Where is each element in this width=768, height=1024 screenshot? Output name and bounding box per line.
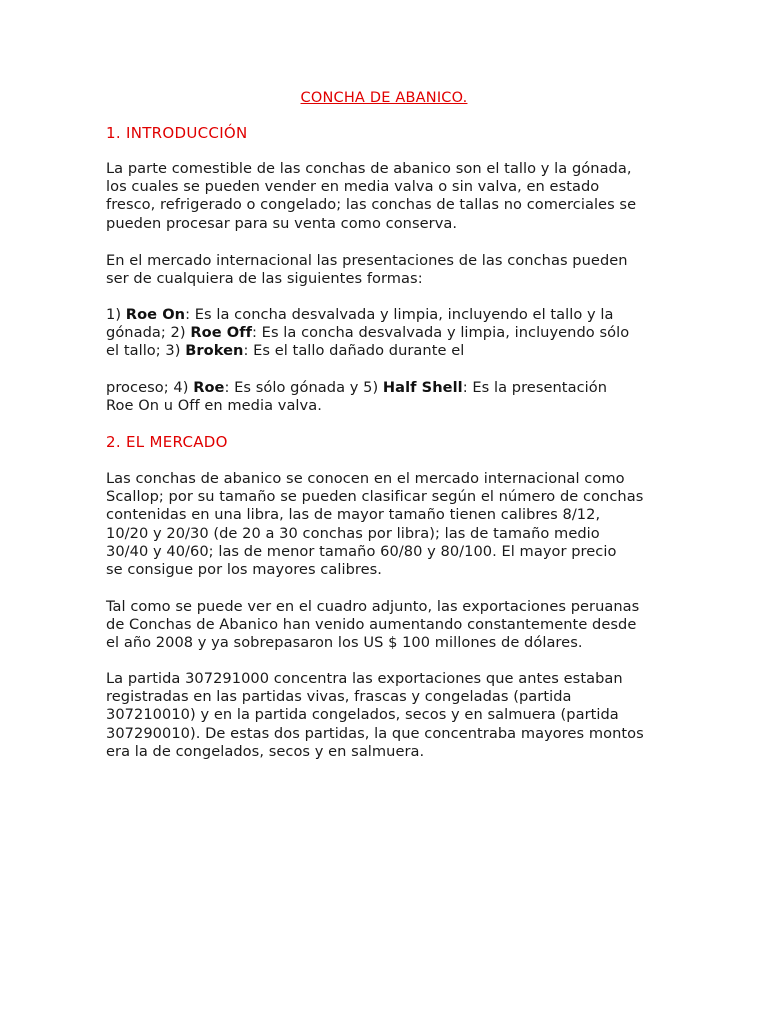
term-roe-on: Roe On — [125, 306, 186, 323]
text-run: : Es el tallo dañado durante el — [243, 342, 465, 360]
text-line: fresco, refrigerado o congelado; las conchas de tallas no comerciales se — [106, 196, 637, 214]
paragraph-presentations — [106, 306, 666, 361]
term-half-shell: Half Shell — [382, 379, 463, 396]
text-line: registradas en las partidas vivas, frascas y congeladas (partida — [106, 688, 572, 706]
paragraph-mercado-1 — [106, 470, 666, 579]
text-line — [106, 379, 666, 397]
text-run: : Es la concha desvalvada y limpia, incluyendo el tallo y la — [185, 306, 614, 323]
text-line: los cuales se pueden vender en media valva o sin valva, en estado — [106, 178, 600, 196]
text-run: : Es la concha desvalvada y limpia, incluyendo sólo — [252, 324, 630, 342]
text-run: 1) — [106, 306, 126, 323]
paragraph-mercado-3 — [106, 670, 666, 761]
text-line: 307290010). De estas dos partidas, la que concentraba mayores montos — [106, 724, 644, 742]
text-line — [106, 306, 666, 324]
paragraph-presentations-cont — [106, 379, 666, 415]
text-run: : Es la presentación — [462, 379, 608, 396]
text-line: Las conchas de abanico se conocen en el mercado internacional como — [106, 470, 625, 487]
text-run: el tallo; 3) — [106, 342, 186, 360]
term-roe: Roe — [193, 379, 225, 396]
text-line — [106, 342, 666, 360]
text-line: se consigue por los mayores calibres. — [106, 561, 382, 579]
text-line: contenidas en una libra, las de mayor tamaño tienen calibres 8/12, — [106, 506, 601, 524]
text-line: 10/20 y 20/30 (de 20 a 30 conchas por libra); las de tamaño medio — [106, 524, 600, 542]
term-roe-off: Roe Off — [190, 324, 253, 342]
text-line: ser de cualquiera de las siguientes formas: — [106, 270, 423, 288]
paragraph-intro-1 — [106, 160, 666, 233]
term-broken: Broken — [185, 342, 244, 360]
text-line: Tal como se puede ver en el cuadro adjunto, las exportaciones peruanas — [106, 598, 640, 615]
text-line: 30/40 y 40/60; las de menor tamaño 60/80 y 80/100. El mayor precio — [106, 542, 617, 560]
text-run: proceso; 4) — [106, 379, 194, 396]
text-line: era la de congelados, secos y en salmuera. — [106, 742, 425, 760]
text-line — [106, 324, 666, 342]
paragraph-mercado-2 — [106, 598, 666, 653]
text-line: En el mercado internacional las presentaciones de las conchas pueden — [106, 252, 628, 269]
section-heading-introduccion: 1. INTRODUCCIÓN — [106, 124, 248, 142]
text-run: gónada; 2) — [106, 324, 191, 342]
paragraph-intro-2 — [106, 252, 666, 288]
text-line: La partida 307291000 concentra las exportaciones que antes estaban — [106, 670, 623, 687]
text-line: 307210010) y en la partida congelados, secos y en salmuera (partida — [106, 706, 619, 724]
section-heading-mercado: 2. EL MERCADO — [106, 433, 228, 451]
text-line: pueden procesar para su venta como conserva. — [106, 214, 458, 232]
text-run: : Es sólo gónada y 5) — [224, 379, 383, 396]
text-line: el año 2008 y ya sobrepasaron los US $ 100 millones de dólares. — [106, 634, 583, 652]
text-line: de Conchas de Abanico han venido aumentando constantemente desde — [106, 616, 637, 634]
document-title: CONCHA DE ABANICO. — [300, 90, 468, 106]
text-line: Roe On u Off en media valva. — [106, 397, 322, 415]
text-line: Scallop; por su tamaño se pueden clasificar según el número de conchas — [106, 488, 644, 506]
text-line: La parte comestible de las conchas de abanico son el tallo y la gónada, — [106, 160, 632, 177]
